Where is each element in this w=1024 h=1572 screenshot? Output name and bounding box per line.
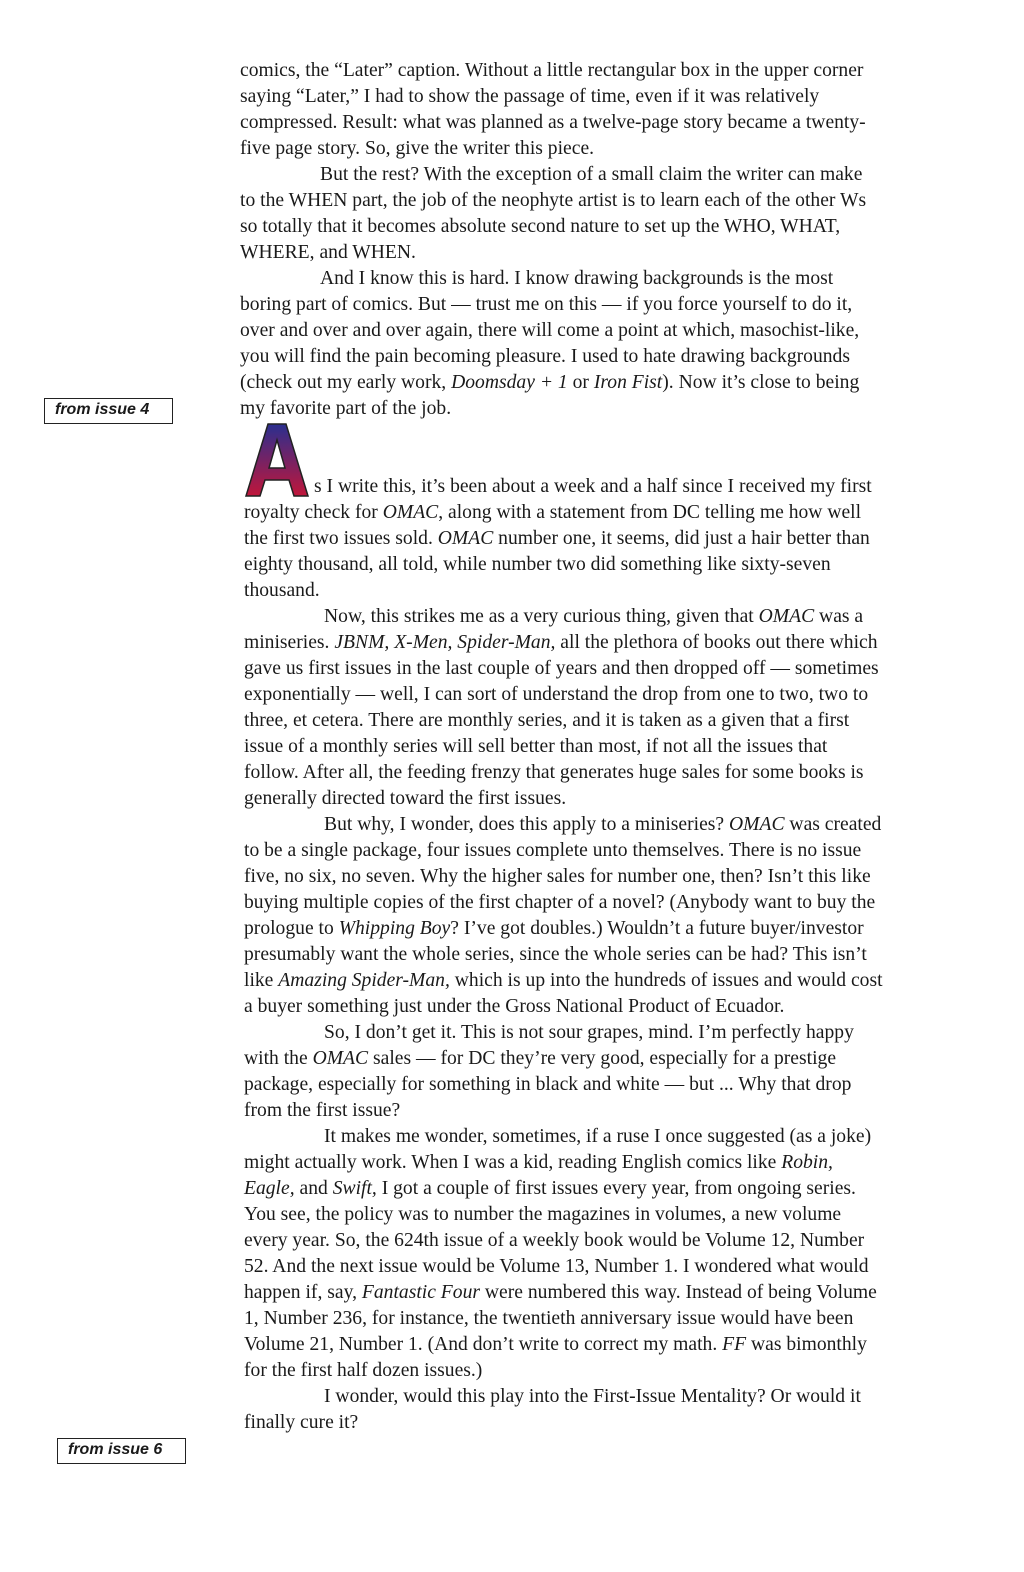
margin-tag-issue-6: from issue 6 xyxy=(57,1438,186,1464)
paragraph: It makes me wonder, sometimes, if a ruse I once suggested (as a joke) might actually work. When I was a kid, reading English comics like Robin, Eagle, and Swift, I got a couple of first issues every year, from ongoing series. You see, the policy was to number the magazines in volumes, a new volume every year. So, the 624th issue of a weekly book would be Volume 12, Number 52. And the next issue would be Volume 13, Number 1. I wondered what would happen if, say, Fantastic Four were numbered this way. Instead of being Volume 1, Number 236, for instance, the twentieth anniversary issue would have been Volume 21, Number 1. (And don’t write to correct my math. FF was bimonthly for the first half dozen issues.) xyxy=(244,1126,877,1381)
drop-cap-letter-icon xyxy=(244,448,310,500)
text-section-b xyxy=(244,474,884,1436)
margin-tag-issue-4: from issue 4 xyxy=(44,398,173,424)
paragraph: Now, this strikes me as a very curious thing, given that OMAC was a miniseries. JBNM, X-Men, Spider-Man, all the plethora of books out there which gave us first issues in the last couple of years and then dropped off — sometimes exponentially — well, I can sort of understand the drop from one to two, two to three, et cetera. There are monthly series, and it is taken as a given that a first issue of a monthly series will sell better than most, if not all the issues that follow. After all, the feeding frenzy that generates huge sales for some books is generally directed toward the first issues. xyxy=(244,606,879,809)
paragraph: But the rest? With the exception of a small claim the writer can make to the WHEN part, the job of the neophyte artist is to learn each of the other Ws so totally that it becomes absolute second nature to set up the WHO, WHAT, WHERE, and WHEN. xyxy=(240,164,867,263)
paragraph: s I write this, it’s been about a week and a half since I received my first royalty check for OMAC, along with a statement from DC telling me how well the first two issues sold. OMAC number one, it seems, did just a hair better than eighty thousand, all told, while number two did something like sixty-seven thousand. xyxy=(244,474,884,604)
paragraph: I wonder, would this play into the First-Issue Mentality? Or would it finally cure it? xyxy=(244,1386,861,1433)
paragraph: And I know this is hard. I know drawing backgrounds is the most boring part of comics. But — trust me on this — if you force yourself to do it, over and over and over again, there will come a point at which, masochist-like, you will find the pain becoming pleasure. I used to hate drawing backgrounds (check out my early work, Doomsday + 1 or Iron Fist). Now it’s close to being my favorite part of the job. xyxy=(240,268,860,419)
paragraph: So, I don’t get it. This is not sour grapes, mind. I’m perfectly happy with the OMAC sales — for DC they’re very good, especially for a prestige package, especially for something in black and white — but ... Why that drop from the first issue? xyxy=(244,1022,854,1121)
paragraph: comics, the “Later” caption. Without a little rectangular box in the upper corner saying “Later,” I had to show the passage of time, even if it was relatively compressed. Result: what was planned as a twelve-page story became a twenty-five page story. So, give the writer this piece. xyxy=(240,60,866,159)
text-section-a xyxy=(240,58,880,422)
paragraph: But why, I wonder, does this apply to a miniseries? OMAC was created to be a single package, four issues complete unto themselves. There is no issue five, no six, no seven. Why the higher sales for number one, then? Isn’t this like buying multiple copies of the first chapter of a novel? (Anybody want to buy the prologue to Whipping Boy? I’ve got doubles.) Wouldn’t a future buyer/investor presumably want the whole series, since the whole series can be had? This isn’t like Amazing Spider-Man, which is up into the hundreds of issues and would cost a buyer something just under the Gross National Product of Ecuador. xyxy=(244,814,883,1017)
